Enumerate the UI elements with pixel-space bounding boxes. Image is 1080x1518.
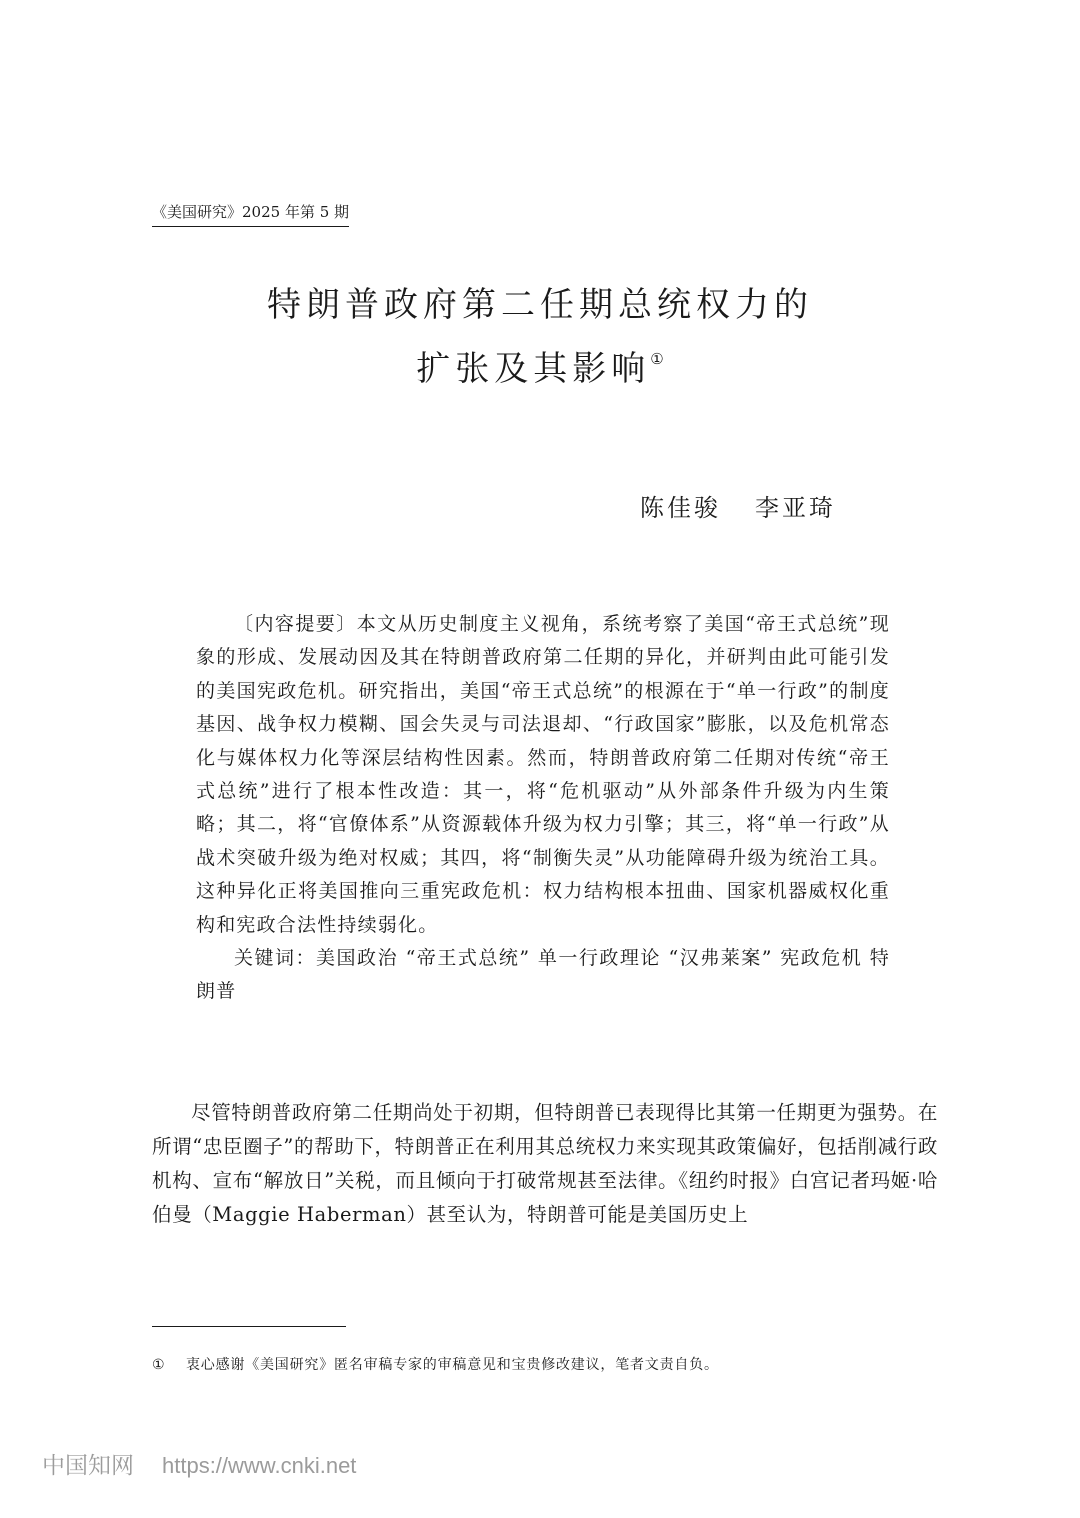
watermark-url: https://www.cnki.net [162, 1453, 357, 1478]
footnote-divider [152, 1326, 346, 1327]
article-title-line-2 [140, 332, 940, 396]
author-name: 陈佳骏 [640, 494, 721, 522]
footnote-marker: ① [152, 1357, 166, 1373]
author-name: 李亚琦 [755, 494, 836, 522]
footnote-text: 衷心感谢《美国研究》匿名审稿专家的审稿意见和宝贵修改建议，笔者文责自负。 [186, 1357, 719, 1373]
journal-issue-label: 《美国研究》2025 年第 5 期 [152, 198, 349, 227]
footnote [152, 1354, 938, 1376]
article-title-line-2-text: 扩张及其影响 [416, 349, 651, 389]
abstract-text: 〔内容提要〕本文从历史制度主义视角，系统考察了美国“帝王式总统”现象的形成、发展动因及其在特朗普政府第二任期的异化，并研判由此可能引发的美国宪政危机。研究指出，美国“帝王式总统”的根源在于“单一行政”的制度基因、战争权力模糊、国会失灵与司法退却、“行政国家”膨胀，以及危机常态化与媒体权力化等深层结构性因素。然而，特朗普政府第二任期对传统“帝王式总统”进行了根本性改造：其一，将“危机驱动”从外部条件升级为内生策略；其二，将“官僚体系”从资源载体升级为权力引擎；其三，将“单一行政”从战术突破升级为绝对权威；其四，将“制衡失灵”从功能障碍升级为统治工具。这种异化正将美国推向三重宪政危机：权力结构根本扭曲、国家机器威权化重构和宪政合法性持续弱化。 [196, 613, 890, 936]
cnki-watermark [42, 1450, 356, 1481]
keywords-line: 关键词：美国政治 “帝王式总统” 单一行政理论 “汉弗莱案” 宪政危机 特朗普 [196, 947, 890, 1003]
body-text [152, 1096, 938, 1232]
article-title [140, 278, 940, 396]
abstract-block [196, 608, 890, 1009]
article-title-line-1: 特朗普政府第二任期总统权力的 [267, 285, 813, 325]
watermark-brand: 中国知网 [42, 1452, 134, 1478]
article-authors [640, 490, 836, 526]
title-footnote-marker[interactable]: ① [650, 350, 664, 368]
body-paragraph: 尽管特朗普政府第二任期尚处于初期，但特朗普已表现得比其第一任期更为强势。在所谓“忠臣圈子”的帮助下，特朗普正在利用其总统权力来实现其政策偏好，包括削减行政机构、宣布“解放日”关税，而且倾向于打破常规甚至法律。《纽约时报》白宫记者玛姬·哈伯曼（Maggie Haberman）甚至认为，特朗普可能是美国历史上 [152, 1101, 938, 1226]
